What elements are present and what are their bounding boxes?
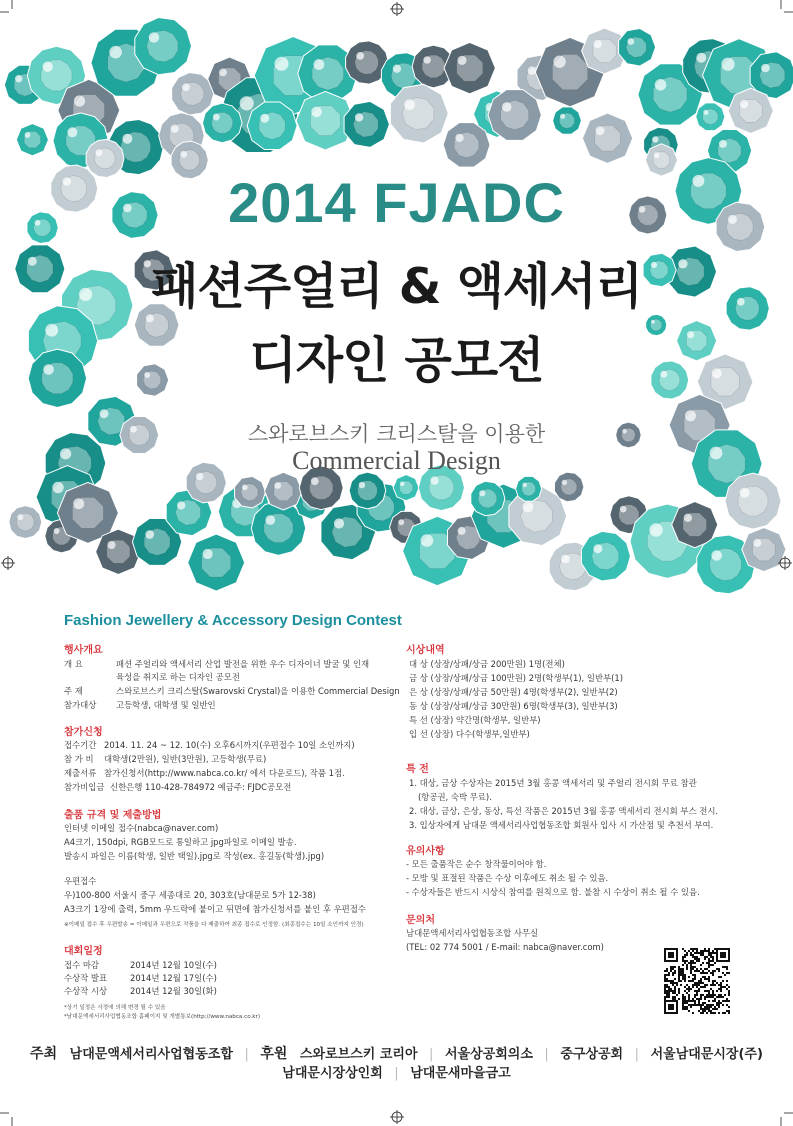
sponsor-name: 남대문시장상인회 [282,1066,383,1081]
sponsor-name: 스와로브스키 코리아 [299,1047,418,1062]
benefit-row: 2. 대상, 금상, 은상, 동상, 특선 작품은 2015년 3월 홍콩 액세서리 전시회 부스 전시. [409,806,719,816]
award-row: 은 상 (상장/상패/상금 50만원) 4명(학생부(2), 일반부(2) [409,687,618,697]
overview-row: 육성을 취지로 하는 디자인 공모전 [116,672,240,682]
post-line: 우)100-800 서울시 중구 세종대로 20, 303호(남대문로 5가 12-38) [64,890,316,900]
schedule-note: *상기 일정은 사정에 의해 변경 될 수 있음 [64,1005,166,1011]
apply-row: 참 가 비 대학생(2만원), 일반(3만원), 고등학생(무료) [64,754,267,764]
apply-row: 제출서류 참가신청서(http://www.nabca.co.kr/ 에서 다운로드), 작품 1점. [64,768,345,778]
footer-organizers: 주최 남대문액세서리사업협동조합 | 후원 스와로브스키 코리아 | 서울상공회의소 | 중구상공회 | 서울남대문시장(주) [30,1046,763,1062]
schedule-row: 접수 마감 2014년 12월 10일(수) [64,960,217,970]
submit-note: ※이메일 접수 후 우편발송 = 이메일과 우편으로 작품을 다 제출하여 최종 접수로 인정함. (최종접수는 10일 소인까지 인정) [64,922,364,928]
host-name: 남대문액세서리사업협동조합 [69,1047,233,1062]
footer-sponsors-line2: 남대문시장상인회 | 남대문새마을금고 [282,1066,511,1081]
benefit-row: 3. 입상자에게 남대문 액세서리사업협동조합 회원사 입사 시 가산점 및 추천서 부여. [409,820,714,830]
section-contact-heading: 문의처 [406,915,435,926]
caution-row: - 모든 출품작은 순수 창작물이어야 함. [406,859,547,869]
overview-row: 개 요 패션 주얼리와 액세서리 산업 발전을 위한 우수 디자이너 발굴 및 인재 [64,659,370,669]
schedule-row: 수상작 발표 2014년 12월 17일(수) [64,973,217,983]
qr-code[interactable] [664,948,730,1014]
section-awards-heading: 시상내역 [406,645,445,656]
sponsor-name: 서울상공회의소 [444,1047,533,1062]
section-submit-heading: 출품 규격 및 제출방법 [64,810,162,821]
subtitle-korean: 스와로브스키 크리스탈을 이용한 [247,422,546,446]
submit-line: A4크기, 150dpi, RGB모드로 통일하고 jpg파일로 이메일 발송. [64,837,297,847]
schedule-row: 수상작 시상 2014년 12월 30일(화) [64,986,217,996]
section-cautions-heading: 유의사항 [406,846,445,857]
contest-english-title: Fashion Jewellery & Accessory Design Contest [64,612,402,629]
caution-row: - 모방 및 표절된 작품은 수상 이후에도 취소 될 수 있음. [406,873,609,883]
award-row: 금 상 (상장/상패/상금 100만원) 2명(학생부(1), 일반부(1) [409,673,623,683]
submit-line: 인터넷 이메일 접수(nabca@naver.com) [64,823,219,833]
apply-row: 접수기간 2014. 11. 24 ~ 12. 10(수) 오후6시까지(우편접수 10일 소인까지) [64,740,355,750]
benefit-row: (항공권, 숙박 무료). [418,792,492,802]
contact-org: 남대문액세서리사업협동조합 사무실 [406,928,539,938]
sponsor-label: 후원 [260,1046,288,1062]
section-benefits-heading: 특 전 [406,764,429,775]
title-line-2: 디자인 공모전 [249,332,544,389]
overview-row: 참가대상 고등학생, 대학생 및 일반인 [64,700,216,710]
overview-row: 주 제 스와로브스키 크리스탈(Swarovski Crystal)을 이용한 Commercial Design [64,686,400,696]
award-row: 특 선 (상장) 약간명(학생부, 일반부) [409,715,541,725]
sponsor-name: 서울남대문시장(주) [650,1047,763,1062]
section-apply-heading: 참가신청 [64,727,103,738]
award-row: 동 상 (상장/상패/상금 30만원) 6명(학생부(3), 일반부(3) [409,701,618,711]
title-line-1: 패션주얼리 & 액세서리 [151,258,642,315]
host-label: 주최 [30,1046,58,1062]
sponsor-name: 남대문새마을금고 [410,1066,511,1081]
title-year: 2014 FJADC [228,171,565,234]
contact-tel: (TEL: 02 774 5001 / E-mail: nabca@naver.com) [406,942,604,952]
section-schedule-heading: 대회일정 [64,946,103,957]
post-heading: 우편접수 [64,876,97,886]
post-line: A3크기 1장에 출력, 5mm 우드락에 붙이고 뒤면에 참가신청서를 붙인 후 우편접수 [64,904,366,914]
caution-row: - 수상자들은 반드시 시상식 참여를 원칙으로 함. 불참 시 수상이 취소 될 수 있음. [406,887,700,897]
subtitle-english: Commercial Design [292,446,501,475]
benefit-row: 1. 대상, 금상 수상자는 2015년 3월 홍콩 액세서리 및 주얼리 전시회 무료 참관 [409,778,697,788]
schedule-note: *남대문액세서리사업협동조합 홈페이지 및 개별통보(http://www.nabca.co.kr) [64,1014,261,1020]
section-overview-heading: 행사개요 [64,645,103,656]
award-row: 대 상 (상장/상패/상금 200만원) 1명(전체) [409,659,565,669]
submit-line: 발송시 파일은 이름(학생, 일반 택일).jpg로 작성(ex. 홍길동(학생).jpg) [64,851,325,861]
award-row: 입 선 (상장) 다수(학생부,일반부) [409,729,530,739]
apply-row: 참가비입금 신한은행 110-428-784972 예금주: FJDC공모전 [64,782,292,792]
sponsor-name: 중구상공회 [560,1047,624,1062]
